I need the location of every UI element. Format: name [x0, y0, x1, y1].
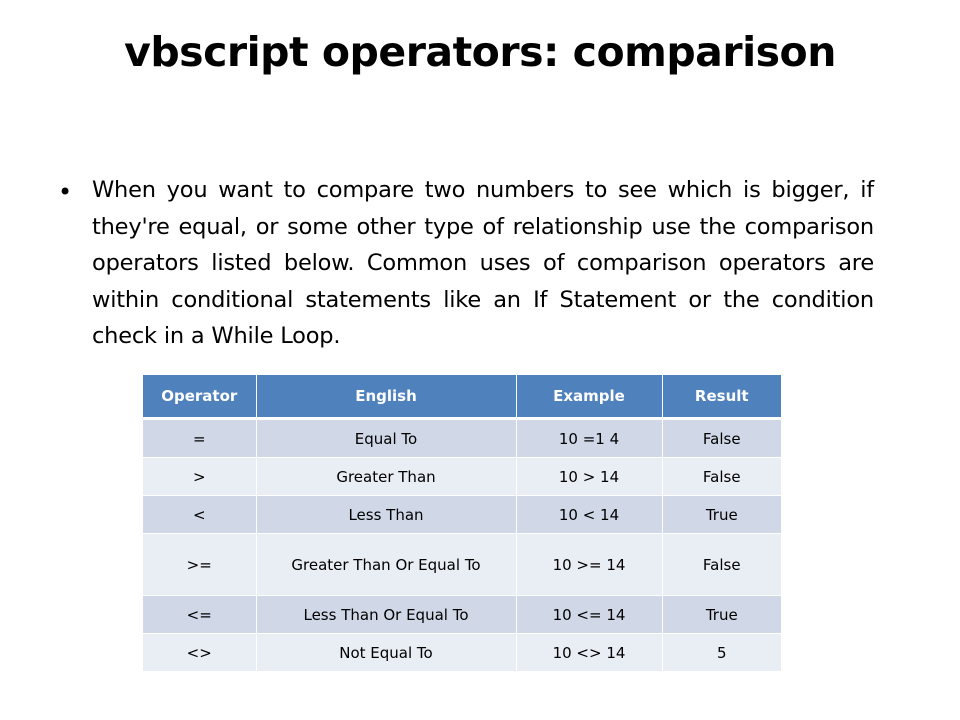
comparison-operators-table: [143, 375, 781, 672]
cell-result: False: [662, 419, 781, 458]
cell-english: Greater Than Or Equal To: [256, 534, 516, 596]
cell-english: Less Than Or Equal To: [256, 596, 516, 634]
table-row: [143, 458, 781, 496]
header-english: English: [256, 375, 516, 419]
cell-example: 10 =1 4: [516, 419, 662, 458]
cell-example: 10 <> 14: [516, 634, 662, 672]
cell-operator: <>: [143, 634, 256, 672]
cell-result: False: [662, 534, 781, 596]
bullet-item: [58, 172, 910, 355]
slide-title: vbscript operators: comparison: [124, 28, 836, 76]
table-row: [143, 534, 781, 596]
bullet-text: When you want to compare two numbers to see which is bigger, if they're equal, or some other type of relationship use the comparison operators listed below. Common uses of comparison operators are within conditional statements like an If Statement or the condition check in a While Loop.: [92, 177, 874, 349]
header-example: Example: [516, 375, 662, 419]
table-row: [143, 496, 781, 534]
header-result: Result: [662, 375, 781, 419]
cell-operator: <: [143, 496, 256, 534]
cell-operator: >: [143, 458, 256, 496]
cell-example: 10 <= 14: [516, 596, 662, 634]
cell-result: 5: [662, 634, 781, 672]
cell-operator: =: [143, 419, 256, 458]
cell-english: Equal To: [256, 419, 516, 458]
cell-example: 10 >= 14: [516, 534, 662, 596]
cell-example: 10 < 14: [516, 496, 662, 534]
cell-operator: >=: [143, 534, 256, 596]
cell-english: Less Than: [256, 496, 516, 534]
table-row: [143, 419, 781, 458]
cell-english: Greater Than: [256, 458, 516, 496]
table-row: [143, 634, 781, 672]
bullet-dot-icon: •: [58, 178, 73, 206]
cell-result: True: [662, 496, 781, 534]
cell-result: False: [662, 458, 781, 496]
table-header-row: [143, 375, 781, 419]
table-row: [143, 596, 781, 634]
cell-english: Not Equal To: [256, 634, 516, 672]
cell-example: 10 > 14: [516, 458, 662, 496]
cell-result: True: [662, 596, 781, 634]
cell-operator: <=: [143, 596, 256, 634]
header-operator: Operator: [143, 375, 256, 419]
